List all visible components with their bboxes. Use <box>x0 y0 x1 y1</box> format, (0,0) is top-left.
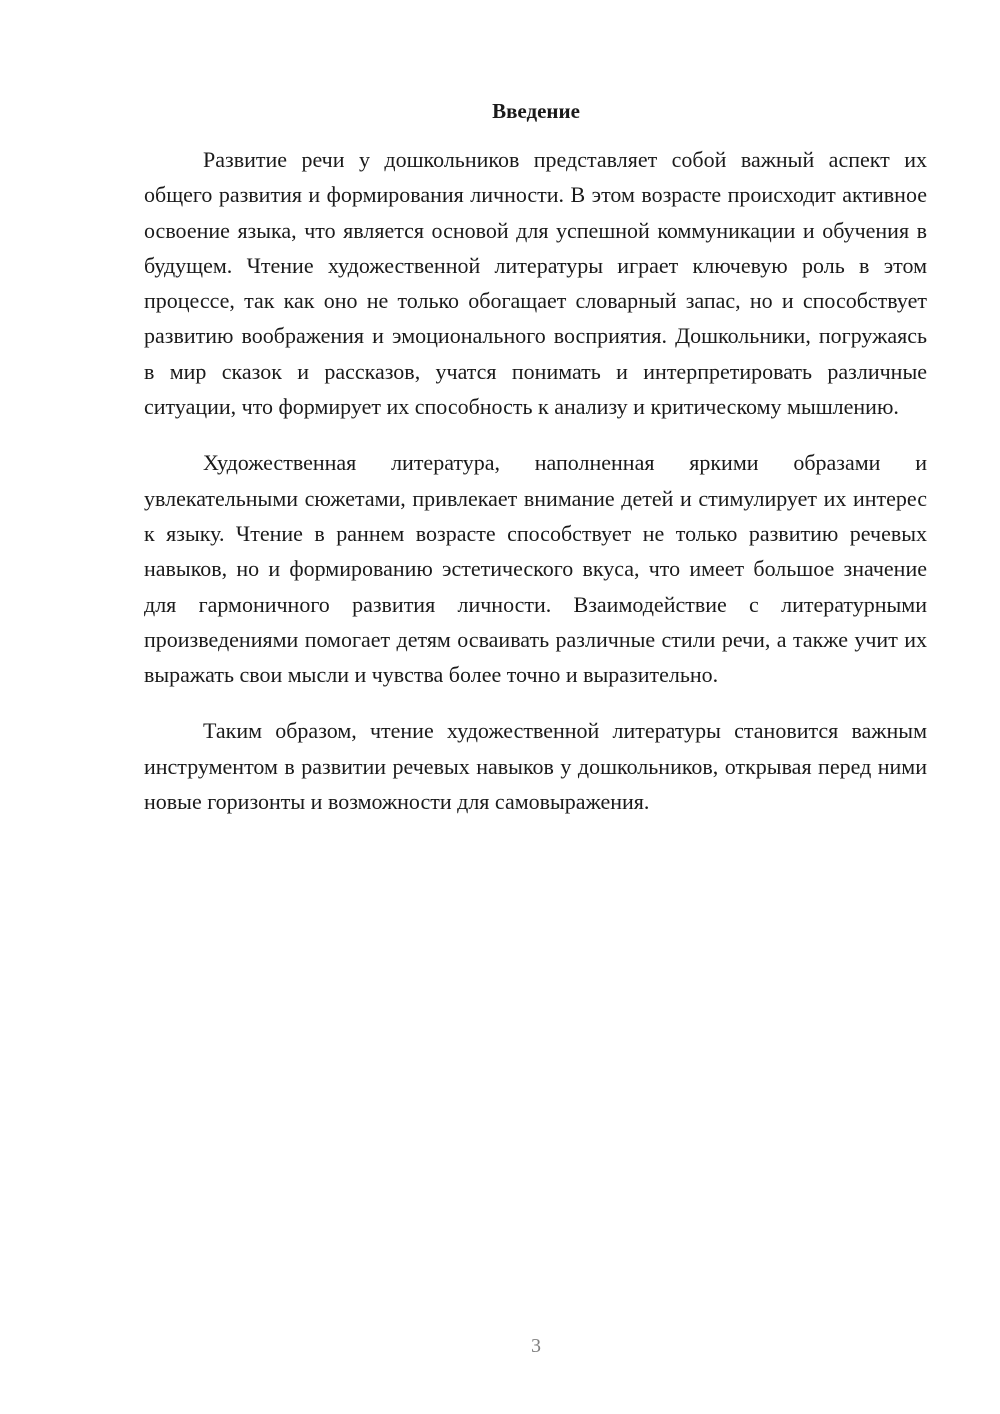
paragraph: Развитие речи у дошкольников представляет собой важный аспект их общего развития и формирования личности. В этом возрасте происходит активное освоение языка, что является основой для успешной коммуникации и обучения в будущем. Чтение художественной литературы играет ключевую роль в этом процессе, так как оно не только обогащает словарный запас, но и способствует развитию воображения и эмоционального восприятия. Дошкольники, погружаясь в мир сказок и рассказов, учатся понимать и интерпретировать различные ситуации, что формирует их способность к анализу и критическому мышлению. <box>144 147 927 420</box>
page-number: 3 <box>531 1335 541 1357</box>
paragraph: Художественная литература, наполненная яркими образами и увлекательными сюжетами, привлекает внимание детей и стимулирует их интерес к языку. Чтение в раннем возрасте способствует не только развитию речевых навыков, но и формированию эстетического вкуса, что имеет большое значение для гармоничного развития личности. Взаимодействие с литературными произведениями помогает детям осваивать различные стили речи, а также учит их выражать свои мысли и чувства более точно и выразительно. <box>144 450 927 688</box>
section-heading: Введение <box>492 99 580 123</box>
paragraph: Таким образом, чтение художественной литературы становится важным инструментом в развитии речевых навыков у дошкольников, открывая перед ними новые горизонты и возможности для самовыражения. <box>144 718 927 815</box>
body-text <box>144 142 927 840</box>
